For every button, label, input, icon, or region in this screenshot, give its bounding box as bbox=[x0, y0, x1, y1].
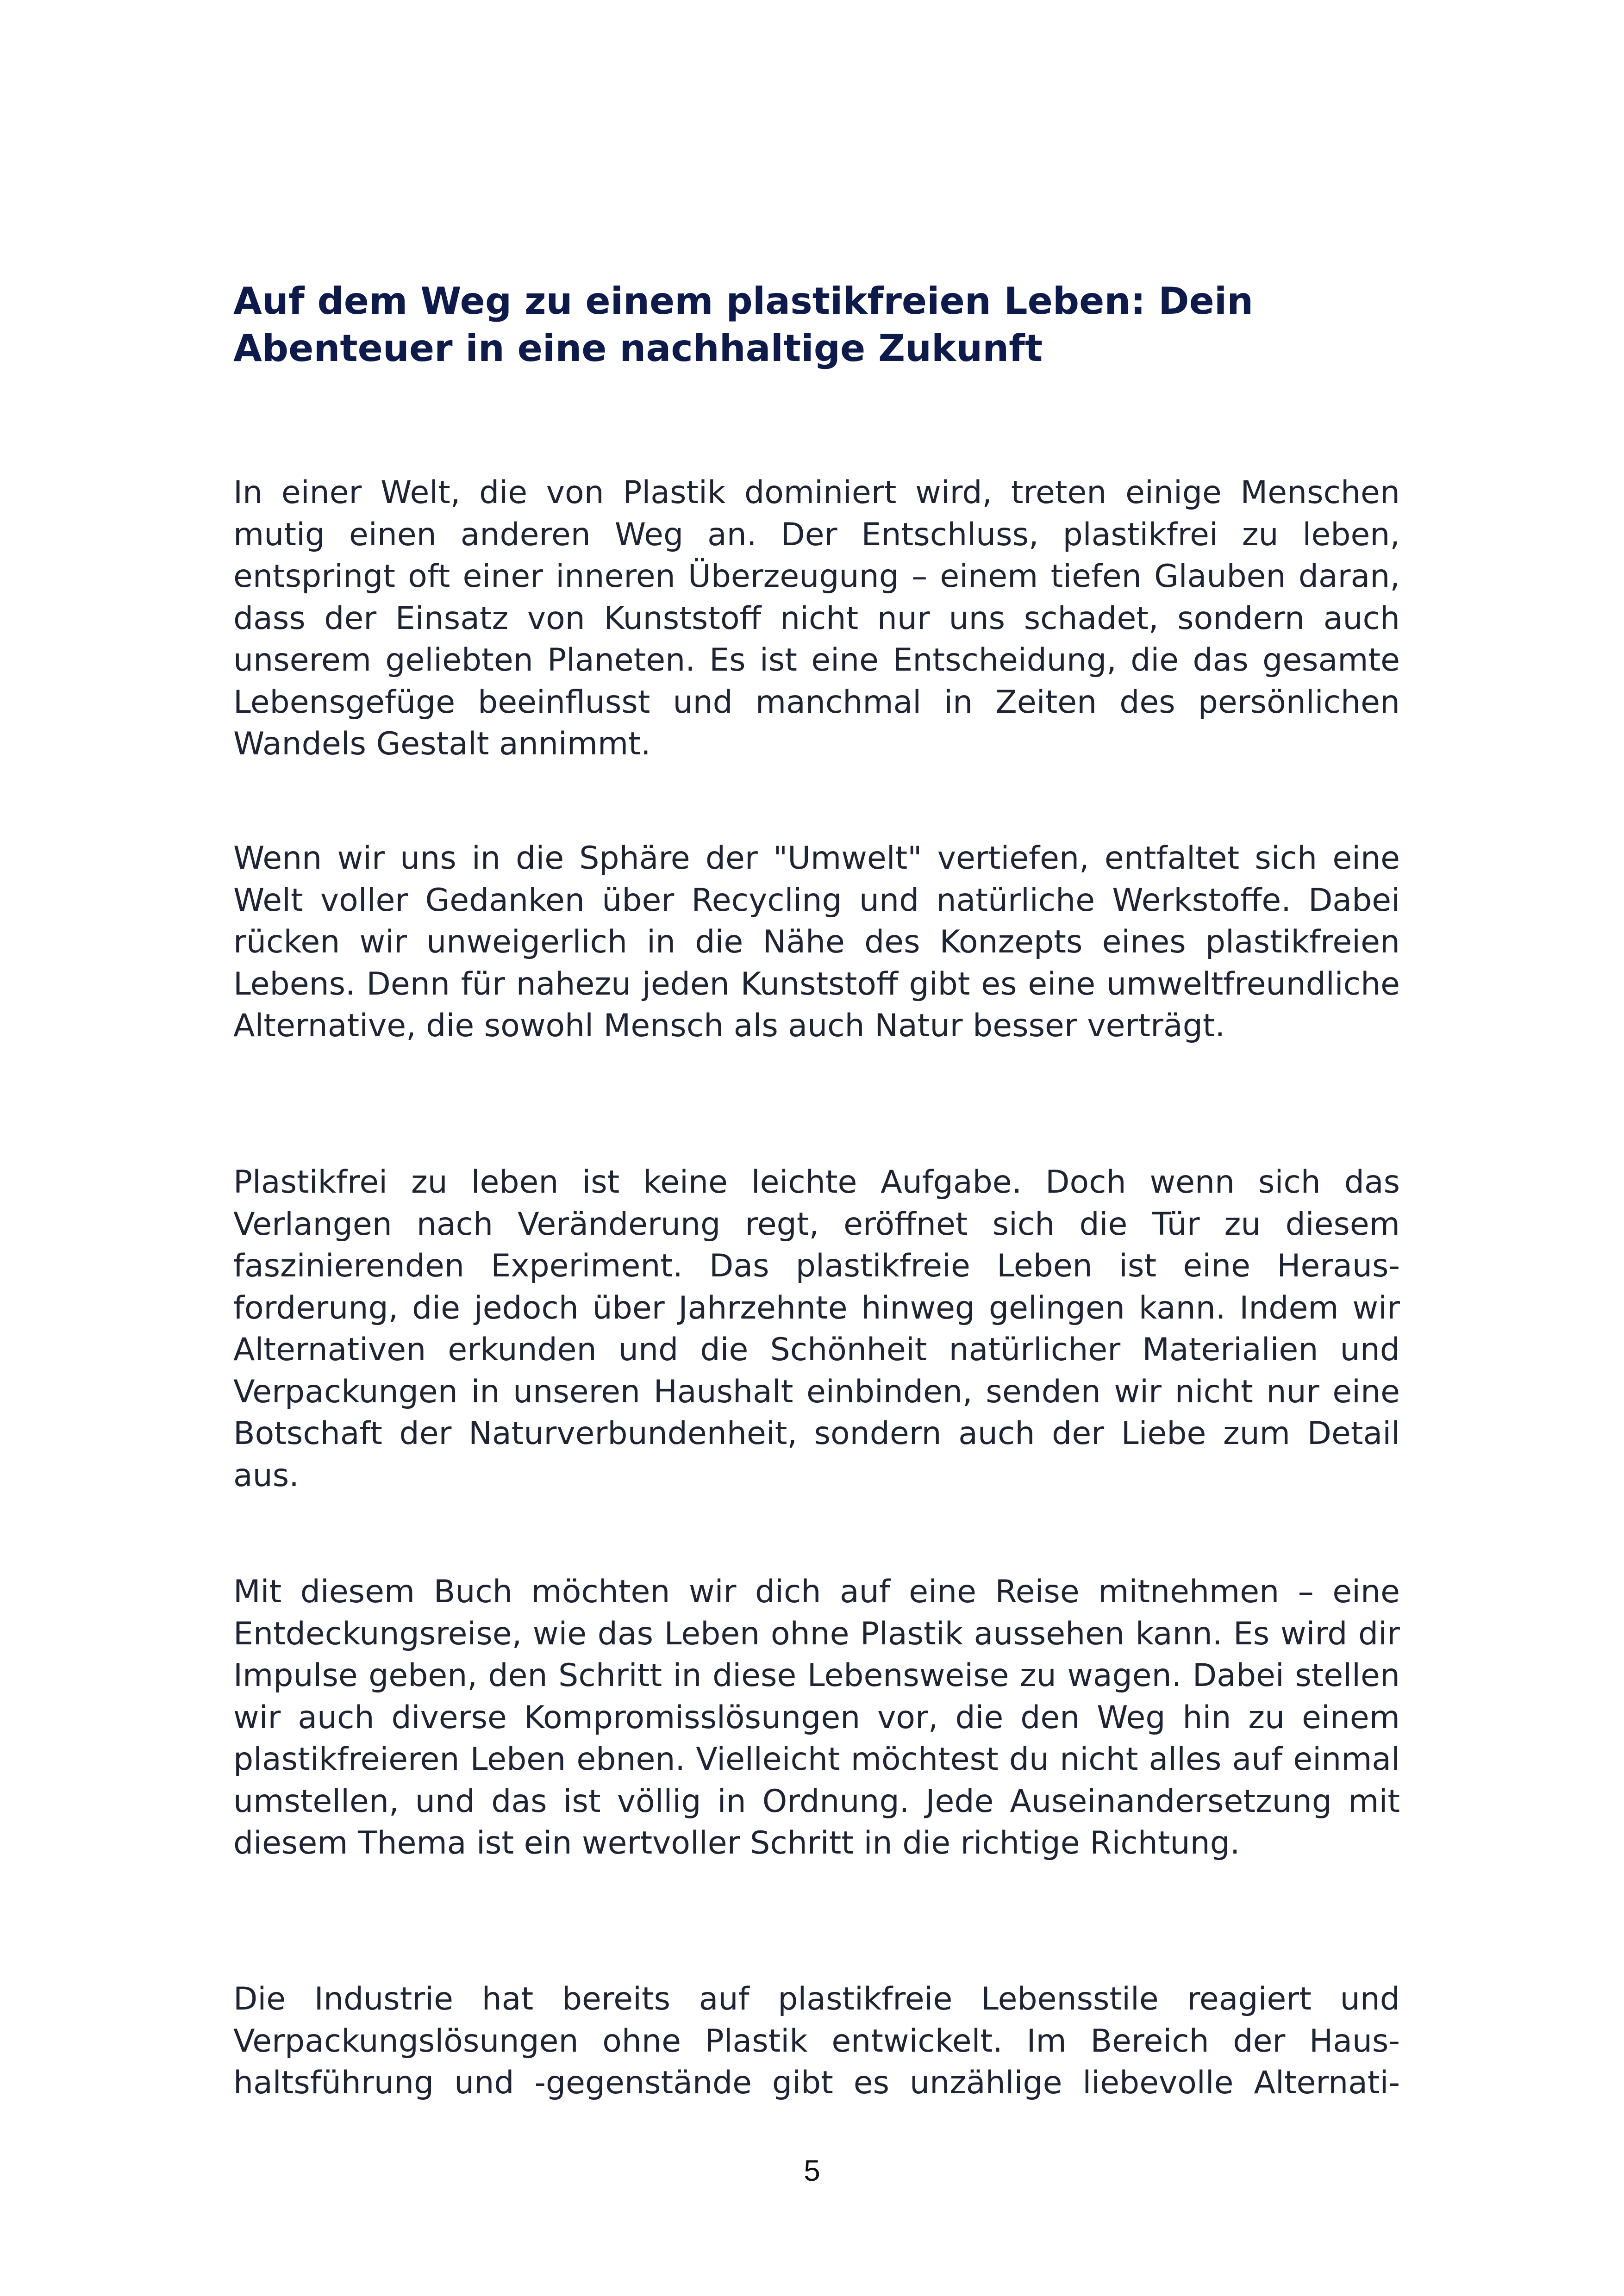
page-number: 5 bbox=[804, 2154, 820, 2187]
body-paragraph-3: Plastikfrei zu leben ist keine leichte Aufgabe. Doch wenn sich das Verlangen nach Veränderung regt, eröffnet sich die Tür zu diesem faszinierenden Experiment. Das plastikfreie Leben ist eine Herausforderung, die jedoch über Jahrzehnte hinweg gelingen kann. Indem wir Alternativen erkunden und die Schönheit natürlicher Materialien und Verpackungen in unseren Haushalt einbinden, senden wir nicht nur eine Botschaft der Naturverbundenheit, sondern auch der Liebe zum Detail aus. bbox=[233, 1164, 1400, 1494]
chapter-title: Auf dem Weg zu einem plastikfreien Leben: Dein Abenteuer in eine nachhaltige Zukunft bbox=[233, 280, 1254, 370]
body-paragraph-5: Die Industrie hat bereits auf plastikfreie Lebensstile reagiert und Verpackungslösungen ohne Plastik entwickelt. Im Bereich der Haushaltsführung und -gegenstände gibt es unzählige liebevolle Alternati- bbox=[233, 1981, 1400, 2101]
body-paragraph-2: Wenn wir uns in die Sphäre der "Umwelt" vertiefen, entfaltet sich eine Welt voller Gedanken über Recycling und natürliche Werkstoffe. Dabei rücken wir unweigerlich in die Nähe des Konzepts eines plastikfreien Lebens. Denn für nahezu jeden Kunststoff gibt es eine umweltfreundliche Alternative, die sowohl Mensch als auch Natur besser verträgt. bbox=[233, 840, 1400, 1044]
body-paragraph-4: Mit diesem Buch möchten wir dich auf eine Reise mitnehmen – eine Entdeckungsreise, wie das Leben ohne Plastik aussehen kann. Es wird dir Impulse geben, den Schritt in diese Lebensweise zu wagen. Dabei stellen wir auch diverse Kompromisslösungen vor, die den Weg hin zu einem plastikfreieren Leben ebnen. Vielleicht möchtest du nicht alles auf einmal umstellen, und das ist völlig in Ordnung. Jede Auseinandersetzung mit diesem Thema ist ein wertvoller Schritt in die richtige Richtung. bbox=[233, 1574, 1400, 1861]
body-paragraph-1: In einer Welt, die von Plastik dominiert wird, treten einige Menschen mutig einen anderen Weg an. Der Entschluss, plastikfrei zu leben, entspringt oft einer inneren Überzeugung – einem tiefen Glauben daran, dass der Einsatz von Kunststoff nicht nur uns schadet, sondern auch unserem geliebten Planeten. Es ist eine Entscheidung, die das gesamte Lebensgefüge beeinflusst und manchmal in Zeiten des persönlichen Wandels Gestalt annimmt. bbox=[233, 474, 1400, 762]
